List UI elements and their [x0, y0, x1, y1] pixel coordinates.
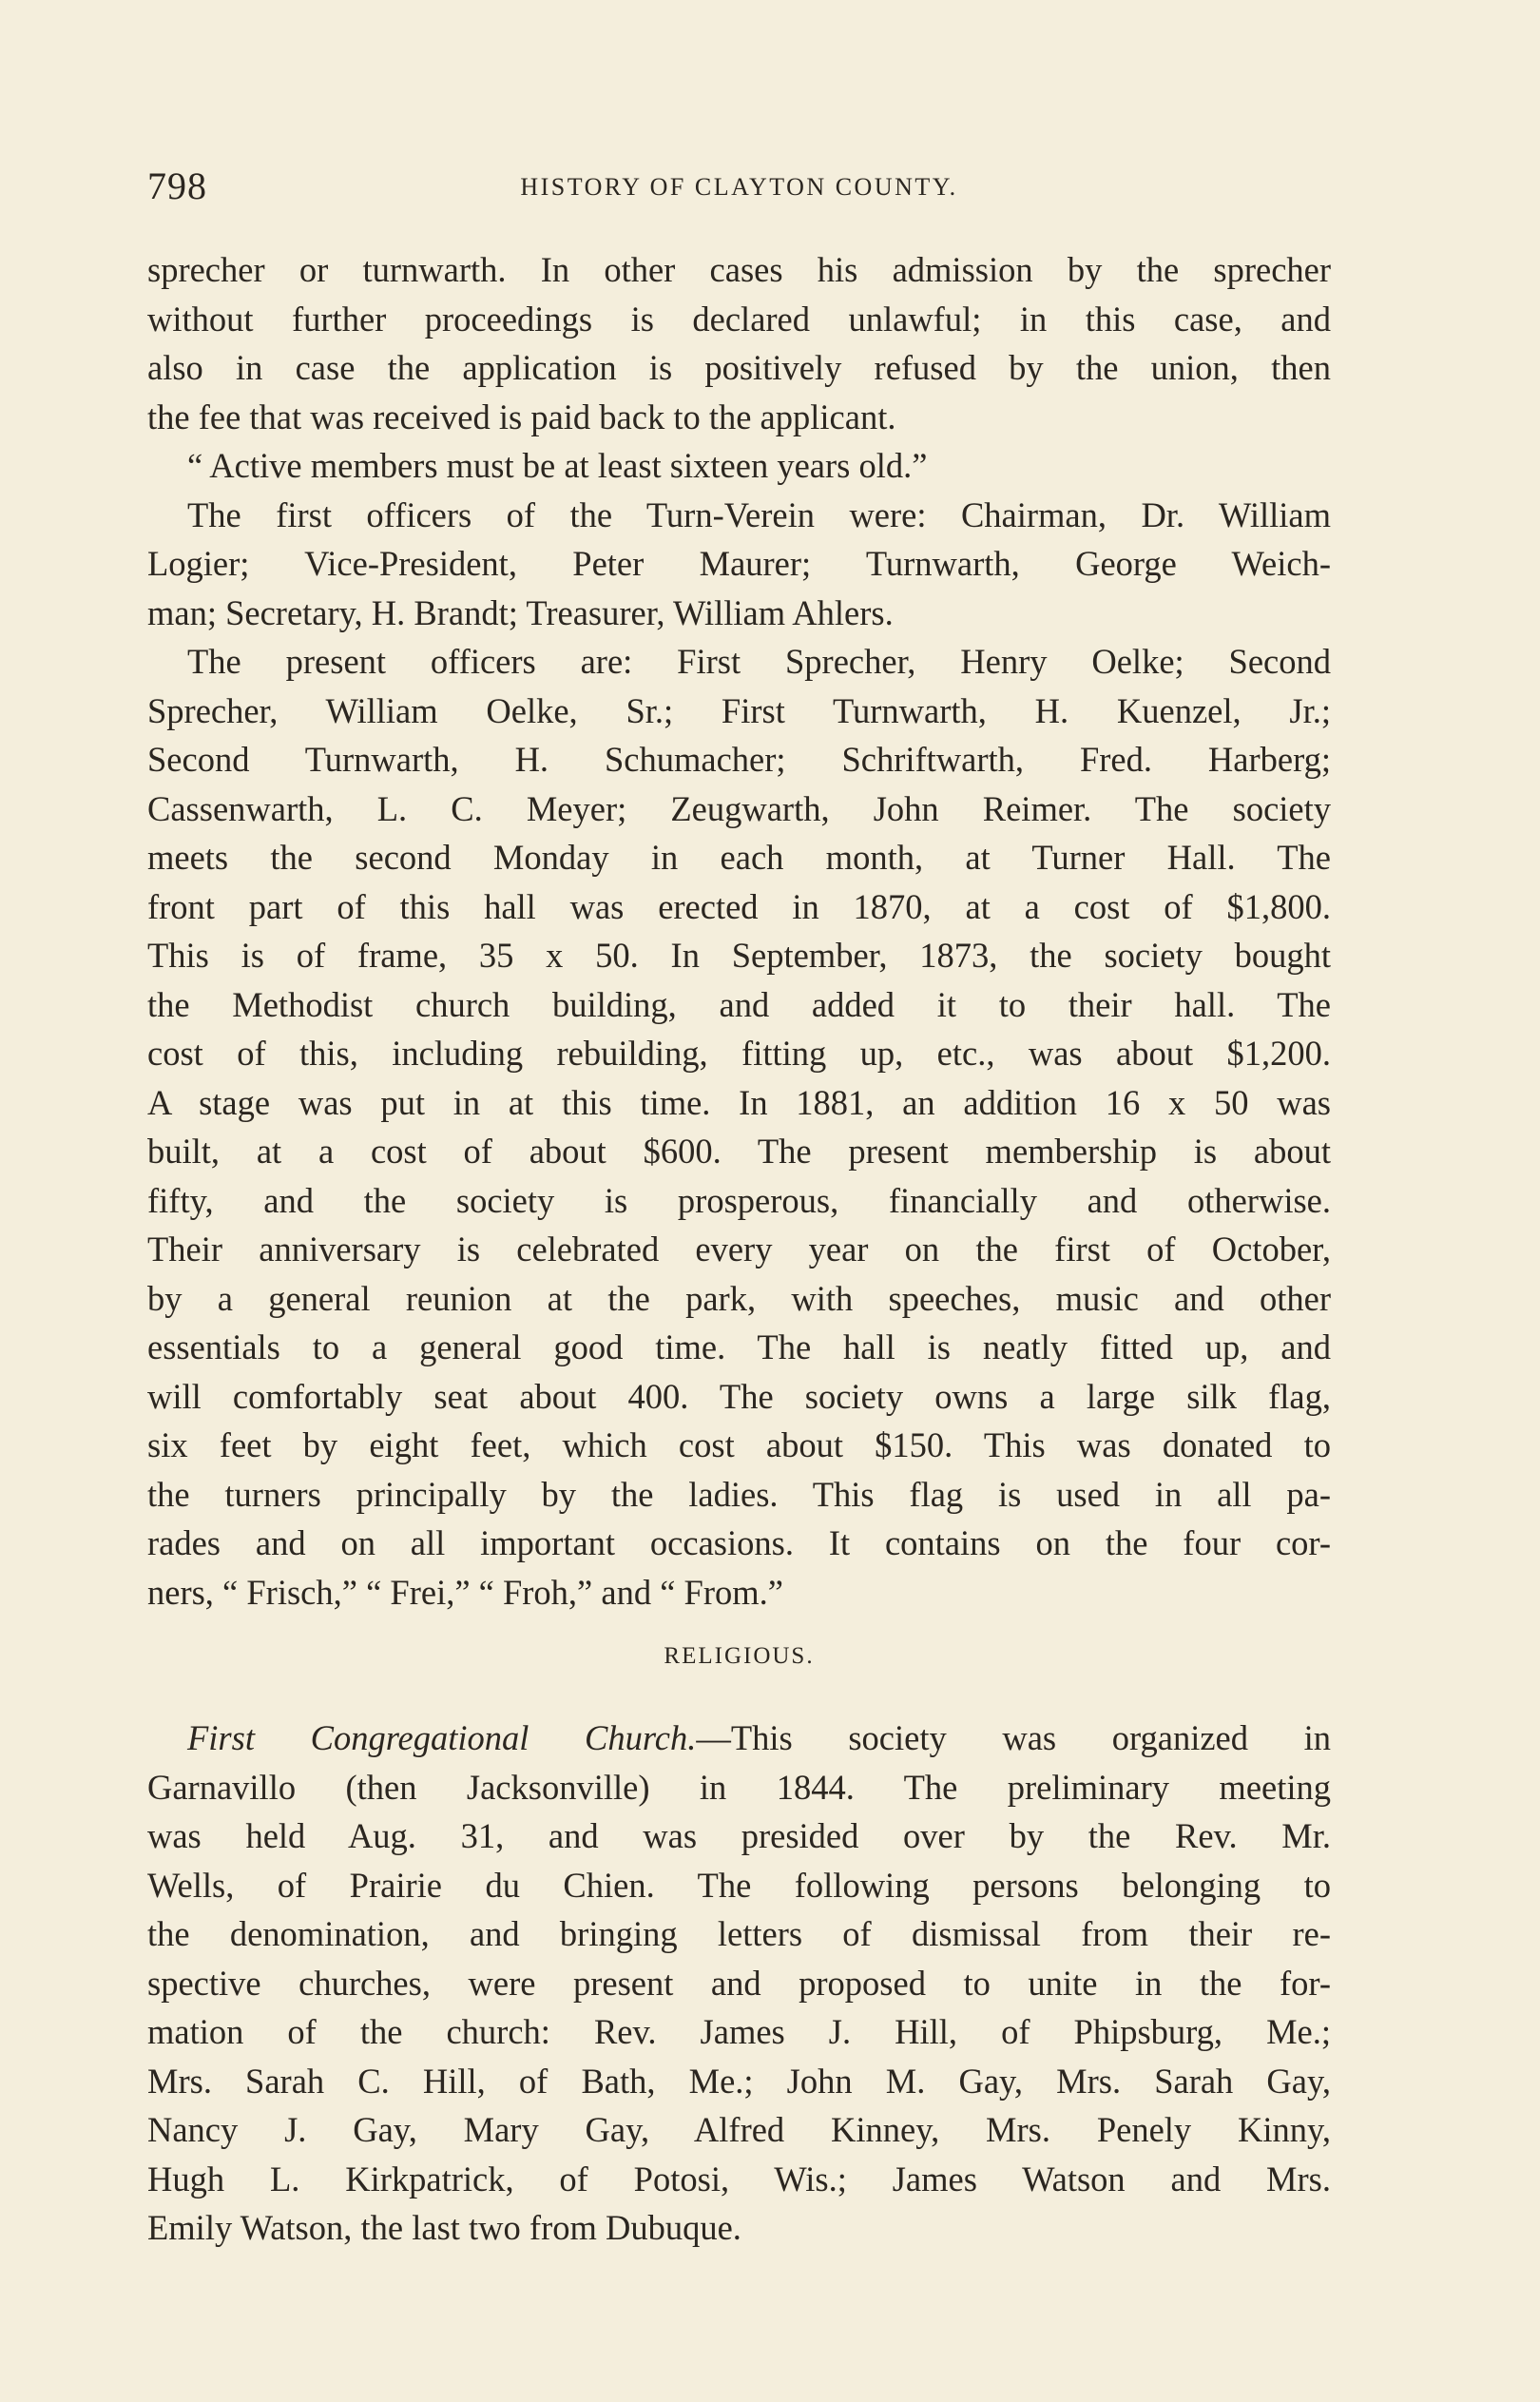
text-line: Nancy J. Gay, Mary Gay, Alfred Kinney, Mrs. Penely Kinny,: [147, 2110, 1331, 2149]
text-line: Logier; Vice-President, Peter Maurer; Turnwarth, George Weich-: [147, 544, 1331, 583]
church-intro-text: —This society was organized in: [696, 1718, 1331, 1757]
text-line: Mrs. Sarah C. Hill, of Bath, Me.; John M. Gay, Mrs. Sarah Gay,: [147, 2061, 1331, 2101]
church-title: First Congregational Church.: [187, 1718, 697, 1757]
text-line: ners, “ Frisch,” “ Frei,” “ Froh,” and “ From.”: [147, 1572, 783, 1612]
text-line: Sprecher, William Oelke, Sr.; First Turnwarth, H. Kuenzel, Jr.;: [147, 690, 1331, 730]
text-line: This is of frame, 35 x 50. In September, 1873, the society bought: [147, 936, 1331, 975]
running-head: [147, 164, 1331, 211]
text-line: built, at a cost of about $600. The present membership is about: [147, 1132, 1331, 1171]
text-line: Their anniversary is celebrated every year on the first of October,: [147, 1230, 1331, 1269]
text-line: fifty, and the society is prosperous, financially and otherwise.: [147, 1180, 1331, 1220]
text-line: six feet by eight feet, which cost about $150. This was donated to: [147, 1425, 1331, 1464]
text-line: Garnavillo (then Jacksonville) in 1844. The preliminary meeting: [147, 1767, 1331, 1807]
text-line: rades and on all important occasions. It contains on the four cor-: [147, 1523, 1331, 1562]
text-line: cost of this, including rebuilding, fitting up, etc., was about $1,200.: [147, 1034, 1331, 1073]
text-line: A stage was put in at this time. In 1881, an addition 16 x 50 was: [147, 1082, 1331, 1122]
text-line: by a general reunion at the park, with speeches, music and other: [147, 1278, 1331, 1318]
text-line: front part of this hall was erected in 1870, at a cost of $1,800.: [147, 886, 1331, 926]
text-line: Hugh L. Kirkpatrick, of Potosi, Wis.; James Watson and Mrs.: [147, 2159, 1331, 2199]
text-line: will comfortably seat about 400. The society owns a large silk flag,: [147, 1376, 1331, 1416]
running-title: HISTORY OF CLAYTON COUNTY.: [520, 173, 958, 201]
text-line: also in case the application is positively refused by the union, then: [147, 348, 1331, 387]
text-line: “ Active members must be at least sixteen years old.”: [187, 446, 928, 485]
text-line: sprecher or turnwarth. In other cases his admission by the sprecher: [147, 250, 1331, 289]
text-line: mation of the church: Rev. James J. Hill, of Phipsburg, Me.;: [147, 2012, 1331, 2051]
text-line: Emily Watson, the last two from Dubuque.: [147, 2208, 741, 2247]
text-line: was held Aug. 31, and was presided over by the Rev. Mr.: [147, 1816, 1331, 1855]
text-line: spective churches, were present and proposed to unite in the for-: [147, 1963, 1331, 2003]
text-line: essentials to a general good time. The hall is neatly fitted up, and: [147, 1327, 1331, 1366]
text-line: Wells, of Prairie du Chien. The following persons belonging to: [147, 1865, 1331, 1905]
text-line: without further proceedings is declared unlawful; in this case, and: [147, 299, 1331, 339]
text-line: man; Secretary, H. Brandt; Treasurer, William Ahlers.: [147, 592, 894, 632]
section-heading: RELIGIOUS.: [664, 1643, 815, 1669]
paragraph-first-line: [147, 1714, 1331, 1763]
text-line: Cassenwarth, L. C. Meyer; Zeugwarth, John Reimer. The society: [147, 788, 1331, 828]
body-text: [147, 245, 1331, 2253]
text-line: the turners principally by the ladies. This flag is used in all pa-: [147, 1474, 1331, 1514]
text-line: The first officers of the Turn-Verein were: Chairman, Dr. William: [187, 494, 1331, 534]
text-line: The present officers are: First Sprecher, Henry Oelke; Second: [187, 642, 1331, 681]
text-line: the fee that was received is paid back to the applicant.: [147, 397, 896, 436]
text-line: meets the second Monday in each month, at Turner Hall. The: [147, 838, 1331, 877]
text-line: the denomination, and bringing letters of dismissal from their re-: [147, 1914, 1331, 1953]
text-line: Second Turnwarth, H. Schumacher; Schriftwarth, Fred. Harberg;: [147, 740, 1331, 779]
book-page: [147, 0, 1331, 2402]
page-number: 798: [147, 165, 207, 207]
text-line: the Methodist church building, and added it to their hall. The: [147, 984, 1331, 1024]
